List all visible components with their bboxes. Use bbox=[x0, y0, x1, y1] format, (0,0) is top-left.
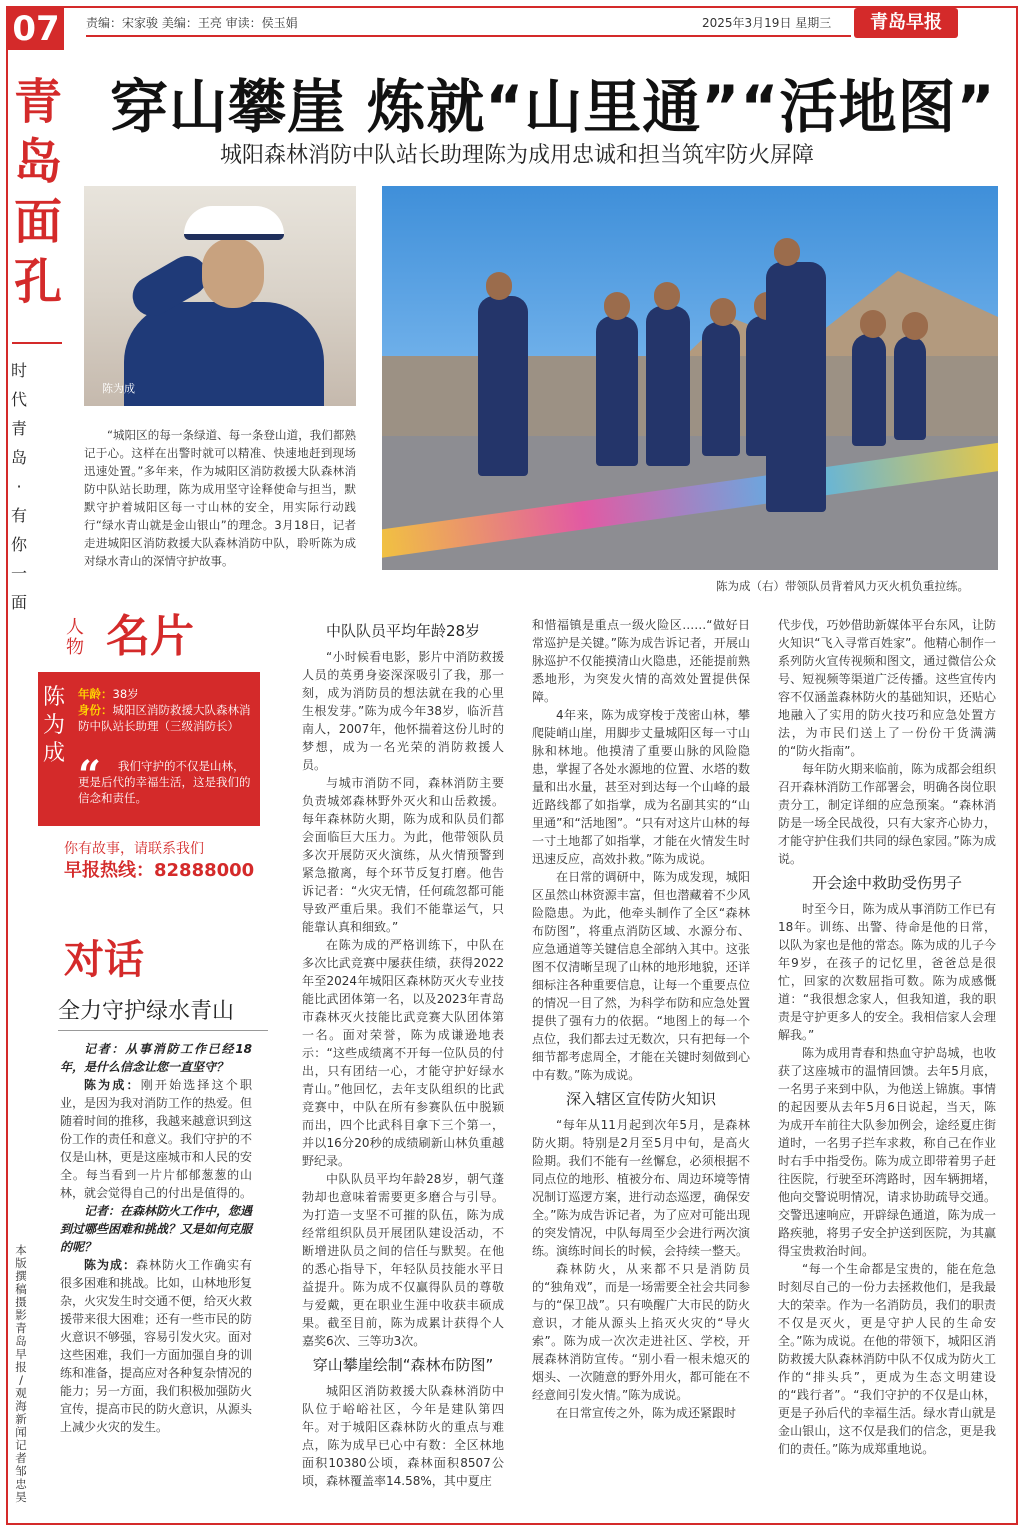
profile-label-big: 名片 bbox=[106, 611, 194, 662]
article-column-2 bbox=[302, 616, 504, 1490]
slogan-char: 岛 bbox=[10, 448, 27, 467]
section-heading: 穿山攀崖绘制“森林布防图” bbox=[312, 1356, 494, 1374]
profile-info: 年龄：38岁 身份：城阳区消防救援大队森林消防中队站长助理（三级消防长） bbox=[78, 687, 251, 733]
profile-name: 陈 为 成 bbox=[42, 685, 65, 766]
dialogue-answer: 陈为成：森林防火工作确实有很多困难和挑战。比如，山林地形复杂，火灾发生时交通不便，给灭火救援带来很大困难；还有一些市民的防火意识不够强，容易引发火灾。面对这些困难，我们一方面加强自身的训练和准备，提高应对各种复杂情况的能力；另一方面，我们积极加强防火宣传，提高市民的防火意识，从源头上减少火灾的发生。 bbox=[60, 1258, 253, 1434]
article-paragraph: “每一个生命都是宝贵的，能在危急时刻尽自己的一份力去拯救他们，是我最大的荣幸。作为一名消防员，我们的职责不仅是灭火，更是守护人民的生命安全。”陈为成说。在他的带领下，城阳区消防救援大队森林消防中队不仅成为防火工作的“排头兵”，更成为生态文明建设的“践行者”。“我们守护的不仅是山林，更是子孙后代的幸福生活。绿水青山就是金山银山，这不仅是我们的信念，更是我们的责任。”陈为成郑重地说。 bbox=[778, 1262, 996, 1456]
section-heading: 深入辖区宣传防火知识 bbox=[565, 1090, 716, 1108]
hotline-invite: 你有故事，请联系我们 bbox=[64, 841, 204, 857]
column-title-char: 青 bbox=[13, 74, 62, 130]
slogan-char: 青 bbox=[10, 419, 27, 438]
article-paragraph: 在陈为成的严格训练下，中队在多次比武竞赛中屡获佳绩，获得2022年至2024年城阳区森林防灭火专业技能比武团体第一名，以及2023年青岛市森林灭火技能比武竞赛大队团体第一名。面对荣誉，陈为成谦逊地表示：“这些成绩离不开每一位队员的付出，只有团结一心，才能守护好绿水青山。”他回忆，去年支队组织的比武竞赛中，中队在所有参赛队伍中脱颖而出，四个比武科目拿下三个第一，并以16分20秒的成绩刷新山林负重越野纪录。 bbox=[302, 938, 504, 1168]
dialogue-heading: 对话 bbox=[64, 937, 144, 983]
section-heading: 中队队员平均年龄28岁 bbox=[325, 622, 481, 640]
dialogue-body bbox=[60, 1040, 252, 1436]
slogan-char: 时 bbox=[10, 361, 27, 380]
subheadline: 城阳森林消防中队站长助理陈为成用忠诚和担当筑牢防火屏障 bbox=[220, 143, 815, 168]
article-paragraph: 每年防火期来临前，陈为成都会组织召开森林消防工作部署会，明确各岗位职责分工，制定详细的应急预案。“森林消防是一场全民战役，只有大家齐心协力，才能守护住我们共同的绿色家园。”陈为成说。 bbox=[778, 762, 996, 866]
dialogue-question: 记者：在森林防火工作中，您遇到过哪些困难和挑战？又是如何克服的呢？ bbox=[60, 1204, 253, 1254]
dialogue-rule bbox=[58, 1030, 268, 1031]
article-paragraph: 城阳区消防救援大队森林消防中队位于峪峪社区，今年是建队第四年。对于城阳区森林防火的重点与难点，陈为成早已心中有数：全区林地面积10380公顷，森林面积8507公顷，森林覆盖率14.58%，其中夏庄 bbox=[302, 1384, 504, 1488]
intro-paragraph: “城阳区的每一条绿道、每一条登山道，我们都熟记于心。这样在出警时就可以精准、快速地赶到现场迅速处置。”多年来，作为城阳区消防救援大队森林消防中队站长助理，陈为成用坚守诠释使命与担当，默默守护着城阳区每一寸山林的安全，用实际行动践行“绿水青山就是金山银山”的理念。3月18日，记者走进城阳区消防救援大队森林消防中队，聆听陈为成对绿水青山的深情守护故事。 bbox=[84, 428, 356, 568]
article-paragraph: 时至今日，陈为成从事消防工作已有18年。训练、出警、待命是他的日常，以队为家也是他的常态。陈为成的儿子今年9岁，在孩子的记忆里，爸爸总是很忙，回家的次数屈指可数。陈为成感慨道：“我很想念家人，但我知道，我的职责是守护更多人的安全。我相信家人会理解我。” bbox=[778, 902, 996, 1042]
slogan-char: 代 bbox=[10, 390, 27, 409]
training-photo bbox=[382, 186, 998, 570]
article-column-4 bbox=[778, 616, 996, 1458]
newspaper-logo: 青岛早报 bbox=[854, 8, 958, 38]
column-title-rule bbox=[12, 342, 62, 344]
dialogue-title: 全力守护绿水青山 bbox=[58, 999, 235, 1024]
slogan-char: 一 bbox=[10, 564, 27, 583]
article-paragraph: 陈为成用青春和热血守护岛城，也收获了这座城市的温情回馈。去年5月底，一名男子来到中队，为他送上锦旗。事情的起因要从去年5月6日说起，当天，陈为成开车前往大队参加例会，途经夏庄街道时，一名男子拦车求救，称自己在作业时右手中指受伤。陈为成立即带着男子赶往医院，行驶至环湾路时，因车辆拥堵，他向交警说明情况，请求协助疏导交通。交警迅速响应，开辟绿色通道，陈为成一路疾驰，将男子安全护送到医院，为其赢得宝贵救治时间。 bbox=[778, 1046, 996, 1258]
issue-date: 2025年3月19日 星期三 bbox=[702, 16, 832, 30]
article-paragraph: 在日常宣传之外，陈为成还紧跟时 bbox=[556, 1406, 737, 1420]
slogan-char: · bbox=[16, 477, 22, 496]
profile-label-small: 人 物 bbox=[66, 617, 84, 658]
article-paragraph: 中队队员平均年龄28岁，朝气蓬勃却也意味着需要更多磨合与引导。为打造一支坚不可摧的队伍，陈为成经常组织队员开展团队建设活动，不断增进队员之间的信任与默契。在他的悉心指导下，年轻队员技能水平日益提升。陈为成不仅赢得队员的尊敬与爱戴，更在职业生涯中收获丰硕成果。截至目前，陈为成累计获得个人嘉奖6次、三等功3次。 bbox=[302, 1172, 504, 1348]
photo-credit: 陈为成 bbox=[102, 382, 135, 395]
portrait-photo bbox=[84, 186, 356, 406]
quote-icon: “ bbox=[78, 752, 102, 799]
article-paragraph: “小时候看电影，影片中消防救援人员的英勇身姿深深吸引了我，那一刻，成为消防员的想法就在我的心里生根发芽。”陈为成今年38岁，临沂莒南人，2007年，他怀揣着这份儿时的梦想，成为一名光荣的消防救援人员。 bbox=[302, 650, 504, 772]
header-rule bbox=[86, 35, 851, 37]
article-paragraph: 代步伐，巧妙借助新媒体平台东风，让防火知识“飞入寻常百姓家”。他精心制作一系列防火宣传视频和图文，通过微信公众号、短视频等渠道广泛传播。这些宣传内容不仅涵盖森林防火的基础知识，还贴心地融入了实用的防火技巧和应急处置方法，为市民们送上了一份份干货满满的“防火指南”。 bbox=[778, 618, 996, 758]
headline: 穿山攀崖 炼就“山里通”“活地图” bbox=[110, 73, 996, 141]
slogan-char: 面 bbox=[10, 593, 27, 612]
staff-credits: 责编：宋家骏 美编：王亮 审读：侯玉娟 bbox=[86, 16, 298, 30]
byline: 本 版 撰 稿 摄 影 青 岛 早 报 / 观 海 新 闻 记 者 邹 忠 昊 bbox=[15, 1243, 27, 1504]
slogan-char: 有 bbox=[10, 506, 27, 525]
profile-quote: 我们守护的不仅是山林，更是后代的幸福生活，这是我们的信念和责任。 bbox=[78, 759, 251, 805]
profile-label bbox=[66, 612, 256, 662]
section-heading: 开会途中救助受伤男子 bbox=[811, 874, 962, 892]
page-number: 07 bbox=[8, 8, 64, 50]
dialogue-question: 记者：从事消防工作已经18年，是什么信念让您一直坚守？ bbox=[60, 1042, 252, 1074]
article-column-3 bbox=[532, 616, 750, 1422]
slogan-char: 你 bbox=[10, 535, 27, 554]
column-title-char: 岛 bbox=[13, 134, 62, 190]
column-title-char: 孔 bbox=[13, 254, 62, 310]
article-paragraph: 在日常的调研中，陈为成发现，城阳区虽然山林资源丰富，但也潜藏着不少风险隐患。为此，他牵头制作了全区“森林布防图”，将重点消防区域、水源分布、应急通道等关键信息全部纳入其中。这张图不仅清晰呈现了山林的地形地貌，还详细标注各种重要信息，让每一个重要点位的情况一目了然，为科学布防和应急处置提供了强有力的依据。“地图上的每一个点位，我们都去过无数次，只有把每一个细节都考虑周全，才能在关键时刻做到心中有数。”陈为成说。 bbox=[532, 870, 750, 1082]
article-paragraph: “每年从11月起到次年5月，是森林防火期。特别是2月至5月中旬，是高火险期。我们不能有一丝懈怠，必须根据不同点位的地形、植被分布、周边环境等情况制订巡逻方案，进行动态巡逻，确保安全。”陈为成告诉记者，为了应对可能出现的突发情况，中队每周至少会进行两次演练。演练时间长的时候，会持续一整天。 bbox=[532, 1118, 750, 1258]
hotline-number: 早报热线：82888000 bbox=[64, 860, 255, 881]
article-paragraph: 森林防火，从来都不只是消防员的“独角戏”，而是一场需要全社会共同参与的“保卫战”。只有唤醒广大市民的防火意识，才能从源头上掐灭火灾的“导火索”。陈为成一次次走进社区、学校，开展森林消防宣传。“别小看一根未熄灭的烟头、一次随意的野外用火，都可能在不经意间引发火情。”陈为成说。 bbox=[532, 1262, 750, 1402]
photo-caption: 陈为成（右）带领队员背着风力灭火机负重拉练。 bbox=[716, 579, 969, 593]
article-paragraph: 和惜福镇是重点一级火险区……“做好日常巡护是关键。”陈为成告诉记者，开展山脉巡护不仅能摸清山火隐患，还能提前熟悉地形，为突发火情的高效处置提供保障。 bbox=[532, 618, 750, 704]
article-paragraph: 与城市消防不同，森林消防主要负责城郊森林野外灭火和山岳救援。每年森林防火期，陈为成和队员们都会面临巨大压力。为此，他带领队员多次开展防灭火演练，从火情预警到紧急撤离，每个环节反复打磨。他告诉记者：“火灾无情，任何疏忽都可能导致严重后果。我们不能靠运气，只能靠认真和细致。” bbox=[302, 776, 504, 934]
article-paragraph: 4年来，陈为成穿梭于茂密山林，攀爬陡峭山崖，用脚步丈量城阳区每一寸山脉和林地。他摸清了重要山脉的风险隐患，掌握了各处水源地的位置、水塔的数量和出水量，甚至对到达每一个山峰的最近路线都了如指掌，成为名副其实的“山里通”和“活地图”。“只有对这片山林的每一寸土地都了如指掌，才能在火情发生时迅速反应，高效扑救。”陈为成说。 bbox=[532, 708, 750, 866]
column-title bbox=[8, 72, 68, 312]
column-slogan bbox=[8, 356, 30, 617]
column-title-char: 面 bbox=[13, 194, 62, 250]
dialogue-answer: 陈为成：刚开始选择这个职业，是因为我对消防工作的热爱。但随着时间的推移，我越来越意识到这份工作的责任和意义。我们守护的不仅是山林，更是这座城市和人民的安全。每当看到一片片郁郁葱葱的山林，就会觉得自己的付出是值得的。 bbox=[60, 1078, 253, 1200]
profile-card bbox=[38, 672, 260, 826]
